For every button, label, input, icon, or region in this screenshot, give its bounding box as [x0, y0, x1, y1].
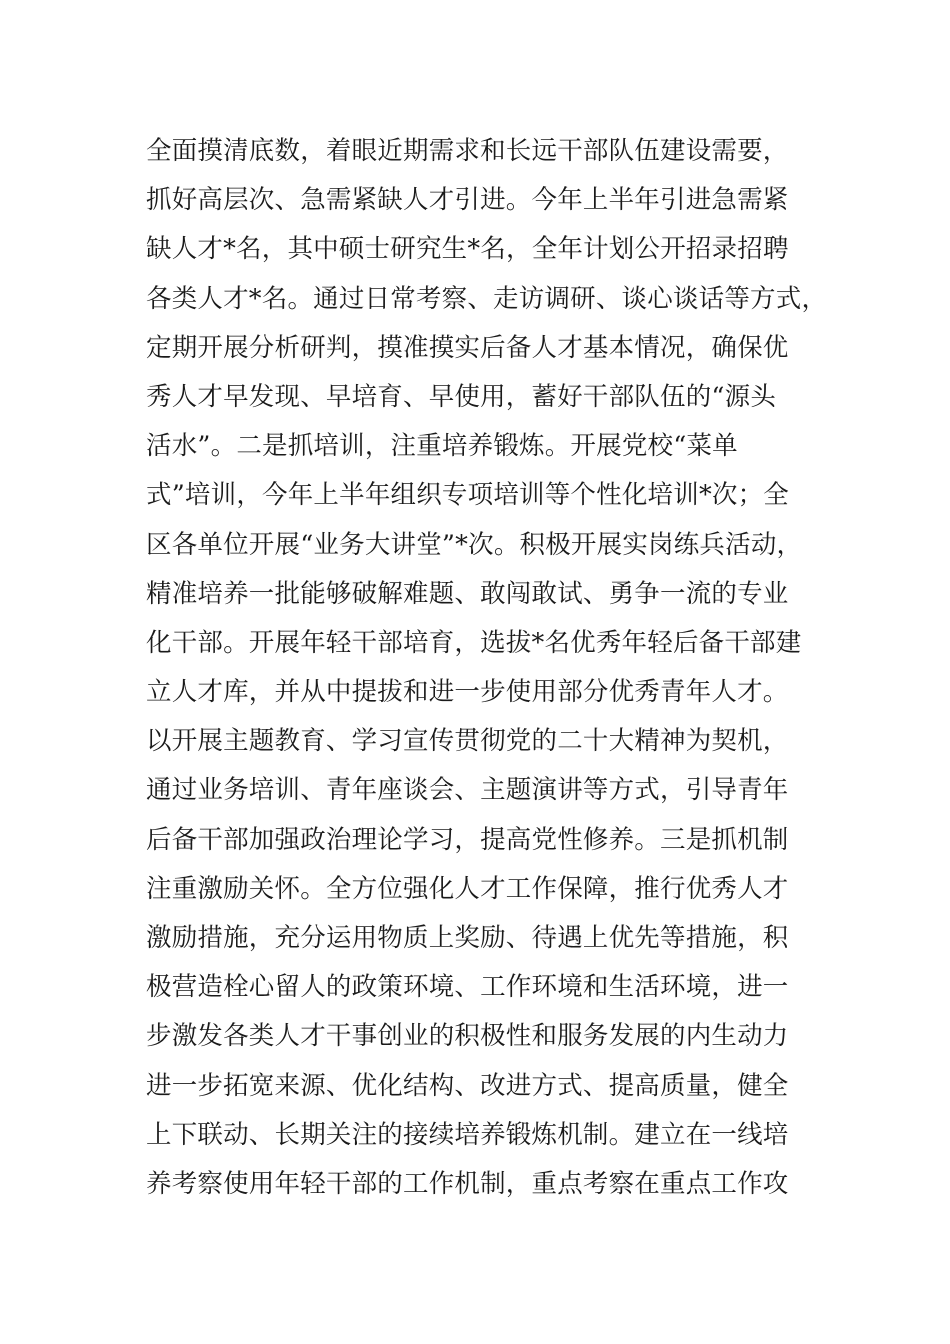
text-line: 各类人才*名。通过日常考察、走访调研、谈心谈话等方式，	[146, 283, 828, 314]
text-line: 精准培养一批能够破解难题、敢闯敢试、勇争一流的专业	[146, 578, 789, 609]
text-line: 化干部。开展年轻干部培育，选拔*名优秀年轻后备干部建	[146, 627, 802, 658]
text-line: 抓好高层次、急需紧缺人才引进。今年上半年引进急需紧	[146, 185, 789, 216]
text-line: 以开展主题教育、学习宣传贯彻党的二十大精神为契机，	[146, 726, 789, 757]
text-line: 上下联动、长期关注的接续培养锻炼机制。建立在一线培	[146, 1119, 789, 1150]
text-line: 后备干部加强政治理论学习，提高党性修养。三是抓机制	[146, 824, 789, 855]
text-line: 进一步拓宽来源、优化结构、改进方式、提高质量，健全	[146, 1070, 789, 1101]
text-line: 激励措施，充分运用物质上奖励、待遇上优先等措施，积	[146, 923, 789, 953]
text-line: 极营造栓心留人的政策环境、工作环境和生活环境，进一	[146, 972, 789, 1003]
text-line: 立人才库，并从中提拔和进一步使用部分优秀青年人才。	[146, 677, 789, 708]
body-text	[146, 127, 846, 1209]
text-line: 注重激励关怀。全方位强化人才工作保障，推行优秀人才	[146, 873, 789, 904]
text-line: 步激发各类人才干事创业的积极性和服务发展的内生动力	[146, 1021, 789, 1052]
text-line: 全面摸清底数，着眼近期需求和长远干部队伍建设需要，	[146, 136, 789, 166]
text-line: 区各单位开展“业务大讲堂”*次。积极开展实岗练兵活动，	[146, 529, 803, 560]
text-line: 秀人才早发现、早培育、早使用，蓄好干部队伍的“源头	[146, 381, 777, 412]
text-line: 养考察使用年轻干部的工作机制，重点考察在重点工作攻	[146, 1168, 789, 1199]
text-line: 式”培训，今年上半年组织专项培训等个性化培训*次；全	[146, 480, 789, 511]
text-line: 活水”。二是抓培训，注重培养锻炼。开展党校“菜单	[146, 431, 738, 462]
text-line: 缺人才*名，其中硕士研究生*名，全年计划公开招录招聘	[146, 234, 789, 265]
text-line: 定期开展分析研判，摸准摸实后备人才基本情况，确保优	[146, 332, 789, 363]
text-line: 通过业务培训、青年座谈会、主题演讲等方式，引导青年	[146, 775, 789, 806]
